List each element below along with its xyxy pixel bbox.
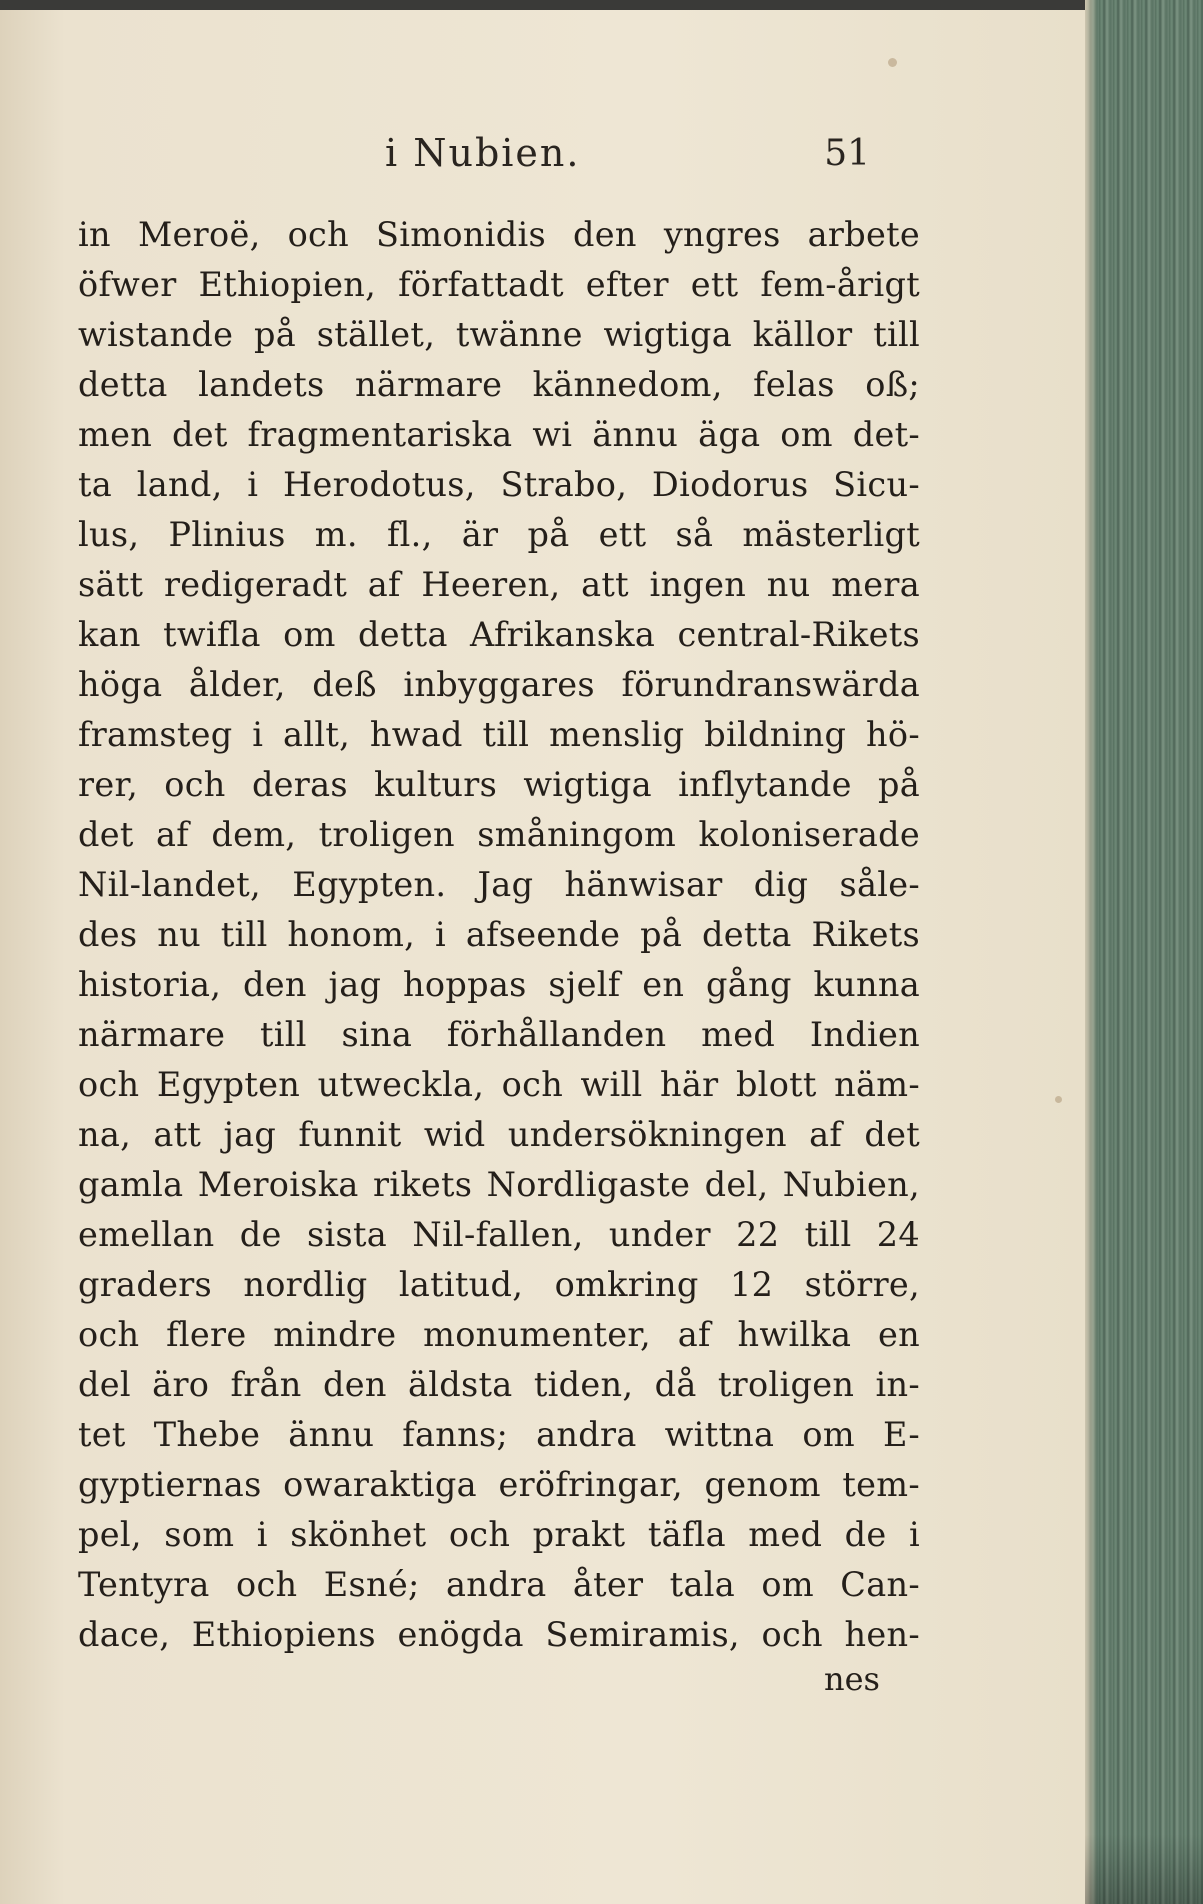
- text-line: historia, den jag hoppas sjelf en gång kunna: [78, 965, 920, 1004]
- text-line: höga ålder, deß inbyggares förundranswärda: [78, 665, 920, 704]
- text-line: det af dem, troligen småningom koloniserade: [78, 815, 920, 854]
- text-line: Nil-landet, Egypten. Jag hänwisar dig såle-: [78, 865, 920, 904]
- text-line: detta landets närmare kännedom, felas oß;: [78, 365, 920, 404]
- text-line: gyptiernas owaraktiga eröfringar, genom tem-: [78, 1465, 920, 1504]
- text-line: öfwer Ethiopien, författadt efter ett fem-årigt: [78, 265, 920, 304]
- text-line: rer, och deras kulturs wigtiga inflytande på: [78, 765, 920, 804]
- text-line: emellan de sista Nil-fallen, under 22 till 24: [78, 1215, 920, 1254]
- page-number: 51: [824, 133, 870, 174]
- text-line: graders nordlig latitud, omkring 12 större,: [78, 1265, 920, 1304]
- text-line: och flere mindre monumenter, af hwilka en: [78, 1315, 920, 1354]
- text-line: lus, Plinius m. fl., är på ett så mästerligt: [78, 515, 920, 554]
- text-line: dace, Ethiopiens enögda Semiramis, och hen-: [78, 1615, 920, 1654]
- text-line: pel, som i skönhet och prakt täfla med de i: [78, 1515, 920, 1554]
- paper-stain: [1055, 1096, 1062, 1103]
- running-head: i Nubien.: [385, 131, 581, 175]
- page-header: [80, 125, 870, 185]
- text-line: men det fragmentariska wi ännu äga om det-: [78, 415, 920, 454]
- text-line: gamla Meroiska rikets Nordligaste del, Nubien,: [78, 1165, 920, 1204]
- body-text: [78, 210, 920, 1660]
- text-line: framsteg i allt, hwad till menslig bildning hö-: [78, 715, 920, 754]
- text-line: tet Thebe ännu fanns; andra wittna om E-: [78, 1415, 920, 1454]
- book-page-edges: [1085, 0, 1203, 1904]
- text-line: ta land, i Herodotus, Strabo, Diodorus Sicu-: [78, 465, 920, 504]
- text-line: Tentyra och Esné; andra åter tala om Can-: [78, 1565, 920, 1604]
- catchword: nes: [824, 1660, 880, 1698]
- paper-stain: [888, 58, 897, 67]
- text-line: sätt redigeradt af Heeren, att ingen nu mera: [78, 565, 920, 604]
- text-line: wistande på stället, twänne wigtiga källor till: [78, 315, 920, 354]
- text-line: des nu till honom, i afseende på detta Rikets: [78, 915, 920, 954]
- text-line: närmare till sina förhållanden med Indien: [78, 1015, 920, 1054]
- text-line: del äro från den äldsta tiden, då troligen in-: [78, 1365, 920, 1404]
- text-line: kan twifla om detta Afrikanska central-Rikets: [78, 615, 920, 654]
- text-line: och Egypten utweckla, och will här blott näm-: [78, 1065, 920, 1104]
- text-line: in Meroë, och Simonidis den yngres arbete: [78, 215, 920, 254]
- text-line: na, att jag funnit wid undersökningen af det: [78, 1115, 920, 1154]
